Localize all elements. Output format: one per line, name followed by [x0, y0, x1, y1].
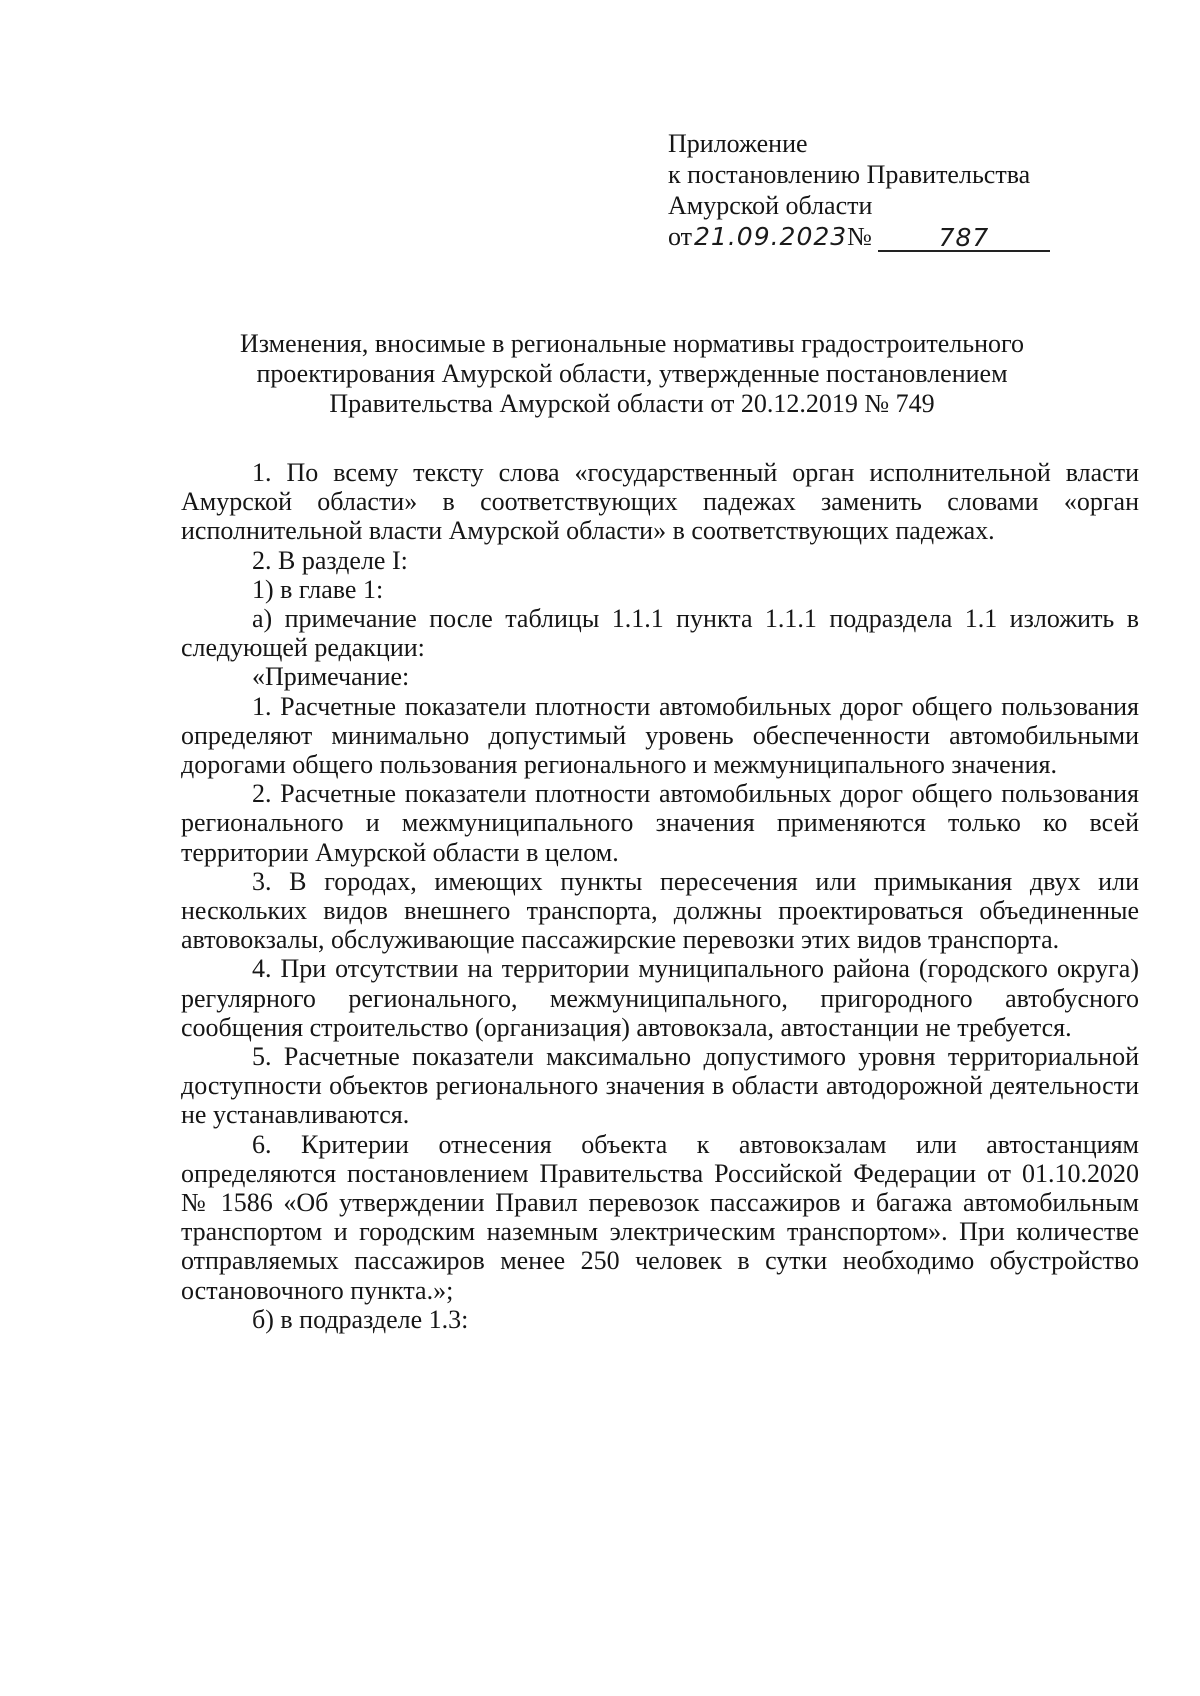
document-title: [180, 329, 1084, 419]
title-line-2: проектирования Амурской области, утвержденные постановлением: [256, 359, 1008, 388]
number-label: №: [847, 222, 872, 251]
appendix-region-line: Амурской области: [668, 191, 873, 220]
note-item-5: 5. Расчетные показатели максимально допустимого уровня территориальной доступности объектов регионального значения в области автодорожной деятельности не устанавливаются.: [181, 1042, 1139, 1130]
note-item-4: 4. При отсутствии на территории муниципального района (городского округа) регулярного регионального, межмуниципального, пригородного автобусного сообщения строительство (организация) автовокзала, автостанции не требуется.: [181, 954, 1139, 1042]
appendix-date-number-line: [668, 221, 1088, 252]
handwritten-date: 21.09.2023: [694, 222, 848, 251]
appendix-title: Приложение: [668, 129, 808, 158]
appendix-resolution-line: к постановлению Правительства: [668, 160, 1031, 189]
title-line-3: Правительства Амурской области от 20.12.2019 № 749: [329, 389, 935, 418]
paragraph-note-intro: а) примечание после таблицы 1.1.1 пункта 1.1.1 подраздела 1.1 изложить в следующей редакции:: [181, 604, 1139, 663]
note-item-1: 1. Расчетные показатели плотности автомобильных дорог общего пользования определяют минимально допустимый уровень обеспеченности автомобильными дорогами общего пользования регионального и межмуниципального значения.: [181, 691, 1139, 780]
number-field: [878, 222, 1050, 252]
from-label: от: [668, 222, 693, 251]
paragraph-section-1: 2. В разделе I:: [252, 545, 408, 575]
paragraph-note-heading: «Примечание:: [252, 662, 410, 692]
paragraph-subsection-1-3: б) в подразделе 1.3:: [252, 1304, 469, 1334]
paragraph-chapter-1: 1) в главе 1:: [252, 574, 384, 604]
note-item-3: 3. В городах, имеющих пункты пересечения или примыкания двух или нескольких видов внешнего транспорта, должны проектироваться объединенные автовокзалы, обслуживающие пассажирские перевозки этих видов транспорта.: [181, 866, 1139, 955]
title-line-1: Изменения, вносимые в региональные нормативы градостроительного: [239, 329, 1025, 358]
handwritten-number: 787: [938, 223, 990, 252]
appendix-header: [668, 128, 1088, 252]
note-item-2: 2. Расчетные показатели плотности автомобильных дорог общего пользования регионального и межмуниципального значения применяются только ко всей территории Амурской области в целом.: [181, 779, 1139, 867]
document-body: [181, 458, 1139, 1334]
note-item-6: 6. Критерии отнесения объекта к автовокзалам или автостанциям определяются постановлением Правительства Российской Федерации от 01.10.2020 № 1586 «Об утверждении Правил перевозок пассажиров и багажа автомобильным транспортом и городским наземным электрическим транспортом». При количестве отправляемых пассажиров менее 250 человек в сутки необходимо обустройство остановочного пункта.»;: [181, 1129, 1139, 1305]
paragraph-1: 1. По всему тексту слова «государственный орган исполнительной власти Амурской области» в соответствующих падежах заменить словами «орган исполнительной власти Амурской области» в соответствующих падежах.: [181, 458, 1139, 546]
